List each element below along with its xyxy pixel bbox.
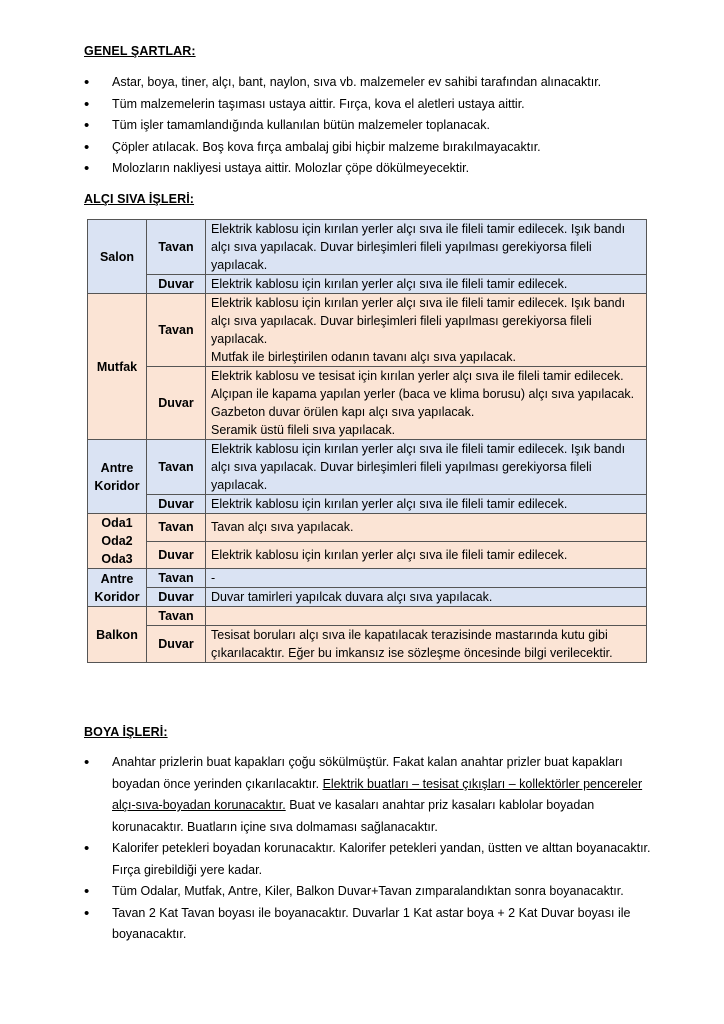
type-duvar: Duvar — [147, 275, 206, 294]
type-duvar: Duvar — [147, 541, 206, 569]
room-name-line: Antre — [100, 571, 134, 586]
type-duvar: Duvar — [147, 495, 206, 514]
type-tavan: Tavan — [147, 514, 206, 542]
room-name-line: Oda2 — [101, 534, 133, 548]
genel-sartlar-list — [84, 72, 654, 180]
table-row — [88, 514, 647, 542]
list-item — [84, 752, 654, 838]
cell-line: Seramik üstü fileli sıva yapılacak. — [211, 423, 396, 437]
list-item: • Tüm Odalar, Mutfak, Antre, Kiler, Balkon Duvar+Tavan zımparalandıktan sonra boyanacaktır. — [84, 881, 654, 903]
cell-mutfak-duvar — [206, 367, 647, 440]
cell-line: Alçıpan ile kapama yapılan yerler (baca ve klima borusu) alçı sıva yapılacak. — [211, 387, 635, 401]
type-tavan: Tavan — [147, 569, 206, 588]
table-row — [88, 275, 647, 294]
cell-line: Elektrik kablosu ve tesisat için kırılan yerler alçı sıva ile fileli tamir edilecek. — [211, 369, 624, 383]
cell-oda-duvar: Elektrik kablosu için kırılan yerler alçı sıva ile fileli tamir edilecek. — [206, 541, 647, 569]
list-item: • Tüm malzemelerin taşıması ustaya aittir. Fırça, kova el aletleri ustaya aittir. — [84, 94, 654, 116]
room-name-line: Antre — [100, 460, 134, 475]
list-item: • Kalorifer petekleri boyadan korunacaktır. Kalorifer petekleri yandan, üstten ve alttan boyanacaktır. Fırça girebildiği yere kadar. — [84, 838, 654, 881]
table-row — [88, 440, 647, 495]
cell-line: Elektrik kablosu için kırılan yerler alçı sıva ile fileli tamir edilecek. Işık bandı alçı sıva yapılacak. Duvar birleşimleri fileli yapılması gerekiyorsa fileli yapılacak. — [211, 296, 626, 346]
cell-line: Mutfak ile birleştirilen odanın tavanı alçı sıva yapılacak. — [211, 350, 517, 364]
underlined-text: Elektrik buatları – tesisat çıkışları – kollektörler pencereler alçı-sıva-boyadan korunacaktır. — [112, 776, 643, 812]
table-row — [88, 588, 647, 607]
list-item: • Çöpler atılacak. Boş kova fırça ambalaj gibi hiçbir malzeme bırakılmayacaktır. — [84, 137, 654, 159]
cell-balkon-duvar: Tesisat boruları alçı sıva ile kapatılacak terazisinde mastarında kutu gibi çıkarılacaktır. Eğer bu imkansız ise sözleşme öncesinde bilgi verilecektir. — [206, 626, 647, 663]
cell-antre-duvar: Elektrik kablosu için kırılan yerler alçı sıva ile fileli tamir edilecek. — [206, 495, 647, 514]
type-tavan: Tavan — [147, 440, 206, 495]
list-item: • Molozların nakliyesi ustaya aittir. Molozlar çöpe dökülmeyecektir. — [84, 158, 654, 180]
table-row — [88, 607, 647, 626]
cell-mutfak-tavan — [206, 294, 647, 367]
cell-salon-tavan: Elektrik kablosu için kırılan yerler alçı sıva ile fileli tamir edilecek. Işık bandı alçı sıva yapılacak. Duvar birleşimleri fileli yapılması gerekiyorsa fileli yapılacak. — [206, 220, 647, 275]
boya-isleri-heading: BOYA İŞLERİ: — [84, 725, 168, 739]
cell-line: Gazbeton duvar örülen kapı alçı sıva yapılacak. — [211, 405, 475, 419]
room-antre-koridor-2 — [88, 569, 147, 607]
boya-isleri-list — [84, 752, 654, 946]
table-row — [88, 569, 647, 588]
room-mutfak: Mutfak — [88, 294, 147, 440]
list-item: • Tüm işler tamamlandığında kullanılan bütün malzemeler toplanacak. — [84, 115, 654, 137]
list-item-text: Buat ve kasaları anahtar priz kasaları kablolar boyadan korunacaktır. Buatların içine sıva dolmaması sağlanacaktır. — [112, 798, 595, 834]
type-duvar: Duvar — [147, 588, 206, 607]
list-item: • Tavan 2 Kat Tavan boyası ile boyanacaktır. Duvarlar 1 Kat astar boya + 2 Kat Duvar boyası ile boyanacaktır. — [84, 903, 654, 946]
room-name-line: Koridor — [94, 478, 140, 493]
cell-antre2-tavan: - — [206, 569, 647, 588]
table-row — [88, 367, 647, 440]
cell-antre2-duvar: Duvar tamirleri yapılcak duvara alçı sıva yapılacak. — [206, 588, 647, 607]
alci-siva-heading: ALÇI SIVA İŞLERİ: — [84, 192, 195, 206]
cell-salon-duvar: Elektrik kablosu için kırılan yerler alçı sıva ile fileli tamir edilecek. — [206, 275, 647, 294]
room-antre-koridor — [88, 440, 147, 514]
room-odalar — [88, 514, 147, 569]
table-row — [88, 220, 647, 275]
type-duvar: Duvar — [147, 626, 206, 663]
cell-antre-tavan: Elektrik kablosu için kırılan yerler alçı sıva ile fileli tamir edilecek. Işık bandı alçı sıva yapılacak. Duvar birleşimleri fileli yapılması gerekiyorsa fileli yapılacak. — [206, 440, 647, 495]
list-item: • Astar, boya, tiner, alçı, bant, naylon, sıva vb. malzemeler ev sahibi tarafından alınacaktır. — [84, 72, 654, 94]
table-row — [88, 626, 647, 663]
list-item-text: Anahtar prizlerin buat kapakları çoğu sökülmüştür. Fakat kalan anahtar prizler buat kapakları boyadan önce yerinden çıkarılacaktır. — [112, 755, 623, 791]
genel-sartlar-heading: GENEL ŞARTLAR: — [84, 44, 196, 58]
room-balkon: Balkon — [88, 607, 147, 663]
table-row — [88, 294, 647, 367]
cell-oda-tavan: Tavan alçı sıva yapılacak. — [206, 514, 647, 542]
room-salon: Salon — [88, 220, 147, 294]
type-tavan: Tavan — [147, 294, 206, 367]
type-tavan: Tavan — [147, 220, 206, 275]
table-row — [88, 495, 647, 514]
room-name-line: Oda1 — [101, 516, 133, 530]
room-name-line: Oda3 — [101, 552, 133, 566]
alci-siva-table — [87, 219, 647, 663]
type-duvar: Duvar — [147, 367, 206, 440]
table-row — [88, 541, 647, 569]
cell-balkon-tavan — [206, 607, 647, 626]
type-tavan: Tavan — [147, 607, 206, 626]
room-name-line: Koridor — [94, 589, 140, 604]
